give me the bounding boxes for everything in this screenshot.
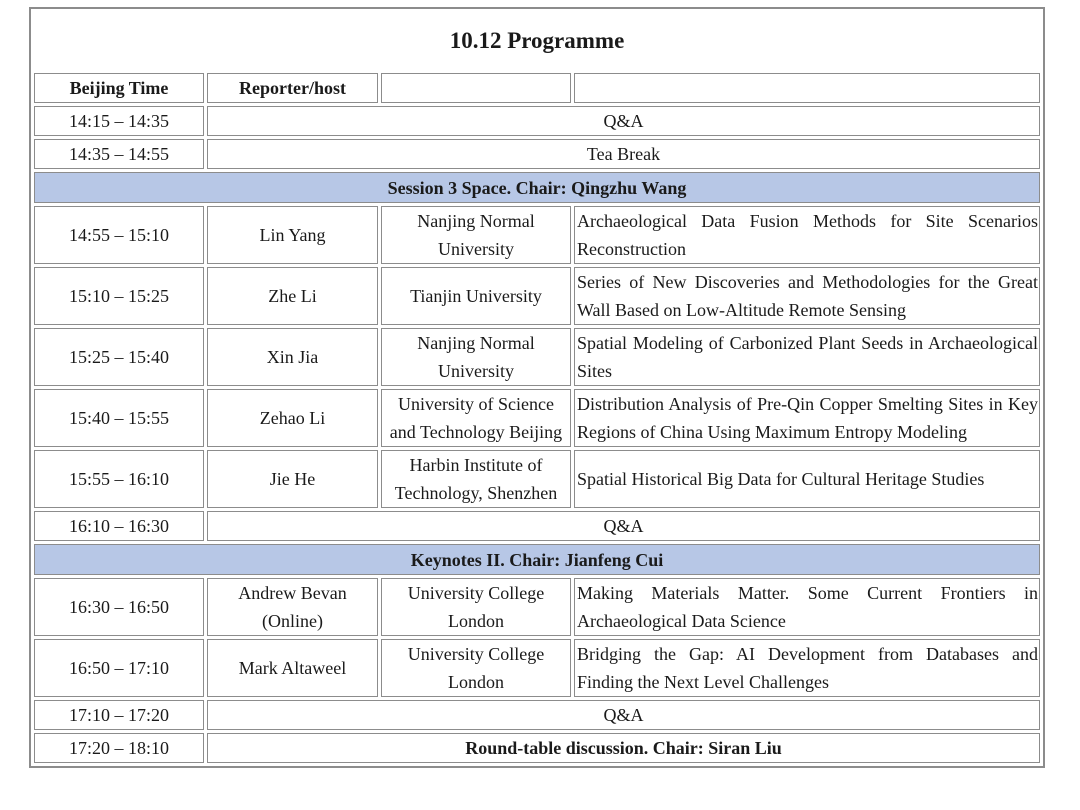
affiliation-cell: Nanjing Normal University <box>381 328 571 386</box>
session-heading: Session 3 Space. Chair: Qingzhu Wang <box>34 172 1040 203</box>
topic-cell: Bridging the Gap: AI Development from Databases and Finding the Next Level Challenges <box>574 639 1040 697</box>
header-beijing-time: Beijing Time <box>34 73 204 103</box>
topic-cell: Distribution Analysis of Pre-Qin Copper Smelting Sites in Key Regions of China Using Maximum Entropy Modeling <box>574 389 1040 447</box>
time-cell: 15:40 – 15:55 <box>34 389 204 447</box>
header-row <box>34 73 1040 103</box>
affiliation-cell: Nanjing Normal University <box>381 206 571 264</box>
span-cell: Round-table discussion. Chair: Siran Liu <box>207 733 1040 763</box>
header-reporter-host: Reporter/host <box>207 73 378 103</box>
header-affiliation <box>381 73 571 103</box>
span-cell: Q&A <box>207 700 1040 730</box>
time-cell: 17:20 – 18:10 <box>34 733 204 763</box>
topic-cell: Series of New Discoveries and Methodologies for the Great Wall Based on Low-Altitude Remote Sensing <box>574 267 1040 325</box>
time-cell: 14:35 – 14:55 <box>34 139 204 169</box>
reporter-cell: Xin Jia <box>207 328 378 386</box>
affiliation-cell: Tianjin University <box>381 267 571 325</box>
session-row <box>34 544 1040 575</box>
time-cell: 14:15 – 14:35 <box>34 106 204 136</box>
time-cell: 16:30 – 16:50 <box>34 578 204 636</box>
session-heading: Keynotes II. Chair: Jianfeng Cui <box>34 544 1040 575</box>
table-row <box>34 450 1040 508</box>
span-cell: Q&A <box>207 511 1040 541</box>
title-row <box>34 12 1040 70</box>
reporter-cell: Zehao Li <box>207 389 378 447</box>
table-row <box>34 389 1040 447</box>
table-row <box>34 267 1040 325</box>
topic-cell: Making Materials Matter. Some Current Frontiers in Archaeological Data Science <box>574 578 1040 636</box>
table-row <box>34 700 1040 730</box>
time-cell: 16:10 – 16:30 <box>34 511 204 541</box>
time-cell: 15:55 – 16:10 <box>34 450 204 508</box>
topic-cell: Archaeological Data Fusion Methods for Site Scenarios Reconstruction <box>574 206 1040 264</box>
topic-cell: Spatial Historical Big Data for Cultural Heritage Studies <box>574 450 1040 508</box>
table-row <box>34 578 1040 636</box>
affiliation-cell: University College London <box>381 578 571 636</box>
affiliation-cell: University College London <box>381 639 571 697</box>
time-cell: 14:55 – 15:10 <box>34 206 204 264</box>
topic-cell: Spatial Modeling of Carbonized Plant Seeds in Archaeological Sites <box>574 328 1040 386</box>
affiliation-cell: Harbin Institute of Technology, Shenzhen <box>381 450 571 508</box>
time-cell: 16:50 – 17:10 <box>34 639 204 697</box>
affiliation-cell: University of Science and Technology Beijing <box>381 389 571 447</box>
span-cell: Tea Break <box>207 139 1040 169</box>
table-row <box>34 206 1040 264</box>
programme-title: 10.12 Programme <box>449 28 625 53</box>
reporter-cell: Lin Yang <box>207 206 378 264</box>
reporter-cell: Andrew Bevan (Online) <box>207 578 378 636</box>
table-row <box>34 511 1040 541</box>
time-cell: 15:25 – 15:40 <box>34 328 204 386</box>
reporter-cell: Zhe Li <box>207 267 378 325</box>
session-row <box>34 172 1040 203</box>
programme-table <box>29 7 1045 768</box>
table-row <box>34 733 1040 763</box>
reporter-cell: Jie He <box>207 450 378 508</box>
time-cell: 15:10 – 15:25 <box>34 267 204 325</box>
header-topic <box>574 73 1040 103</box>
time-cell: 17:10 – 17:20 <box>34 700 204 730</box>
span-cell: Q&A <box>207 106 1040 136</box>
table-row <box>34 328 1040 386</box>
table-row <box>34 106 1040 136</box>
table-row <box>34 639 1040 697</box>
reporter-cell: Mark Altaweel <box>207 639 378 697</box>
table-row <box>34 139 1040 169</box>
